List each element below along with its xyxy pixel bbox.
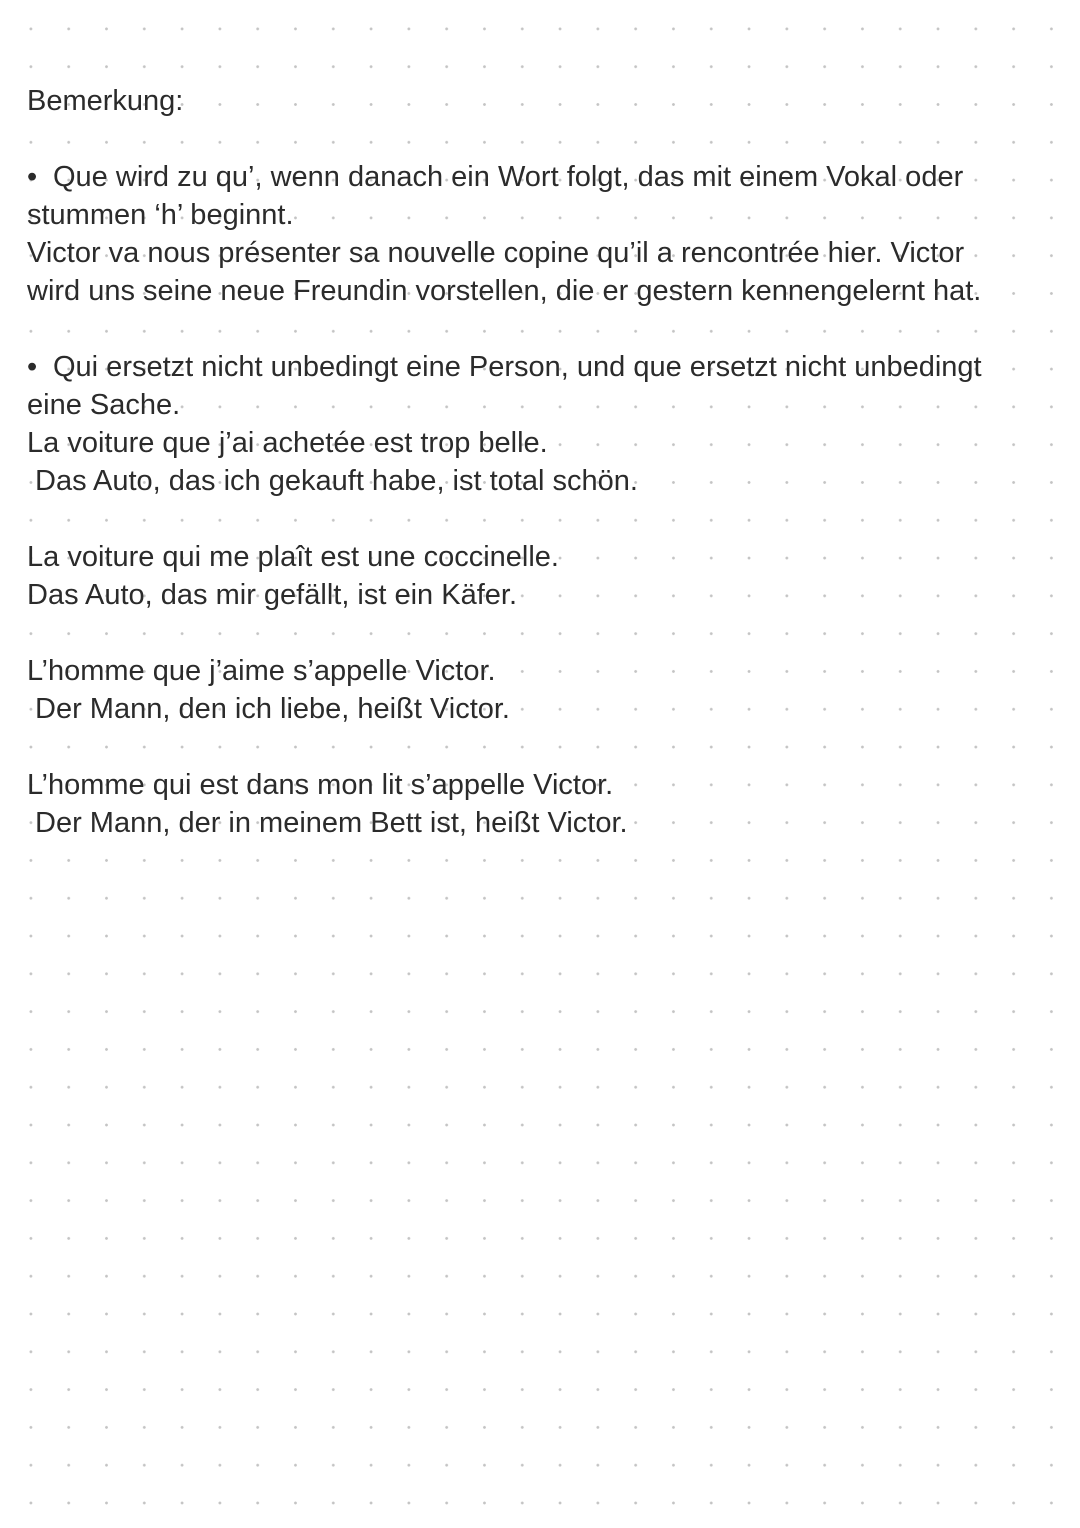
spacer [27, 728, 1075, 766]
bullet-icon: • [27, 161, 38, 193]
rule-1-line-2: stummen ‘h’ beginnt. [27, 199, 294, 231]
example-3-french: L’homme que j’aime s’appelle Victor. [27, 655, 496, 687]
spacer [27, 310, 1075, 348]
example-4-german: Der Mann, der in meinem Bett ist, heißt Victor. [35, 807, 628, 839]
rule-1-example-french: Victor va nous présenter sa nouvelle copine qu’il a rencontrée hier. Victor [27, 237, 965, 269]
example-3-german: Der Mann, den ich liebe, heißt Victor. [35, 693, 510, 725]
rule-2-line-2: eine Sache. [27, 389, 181, 421]
note-heading: Bemerkung: [27, 85, 184, 117]
rule-2-line-1 [27, 348, 1075, 386]
note-content [27, 82, 1075, 842]
example-2-german: Das Auto, das mir gefällt, ist ein Käfer. [27, 579, 518, 611]
rule-1-line-1 [27, 158, 1075, 196]
rule-1-text: Que wird zu qu’, wenn danach ein Wort folgt, das mit einem Vokal oder [53, 161, 964, 193]
spacer [27, 120, 1075, 158]
example-2-french: La voiture qui me plaît est une coccinelle. [27, 541, 559, 573]
example-4-french: L’homme qui est dans mon lit s’appelle Victor. [27, 769, 614, 801]
bullet-icon: • [27, 351, 38, 383]
rule-2-text: Qui ersetzt nicht unbedingt eine Person, und que ersetzt nicht unbedingt [53, 351, 982, 383]
example-1-german: Das Auto, das ich gekauft habe, ist total schön. [35, 465, 638, 497]
spacer [27, 500, 1075, 538]
rule-1-example-german: wird uns seine neue Freundin vorstellen, die er gestern kennengelernt hat. [27, 275, 982, 307]
example-1-french: La voiture que j’ai achetée est trop belle. [27, 427, 548, 459]
spacer [27, 614, 1075, 652]
